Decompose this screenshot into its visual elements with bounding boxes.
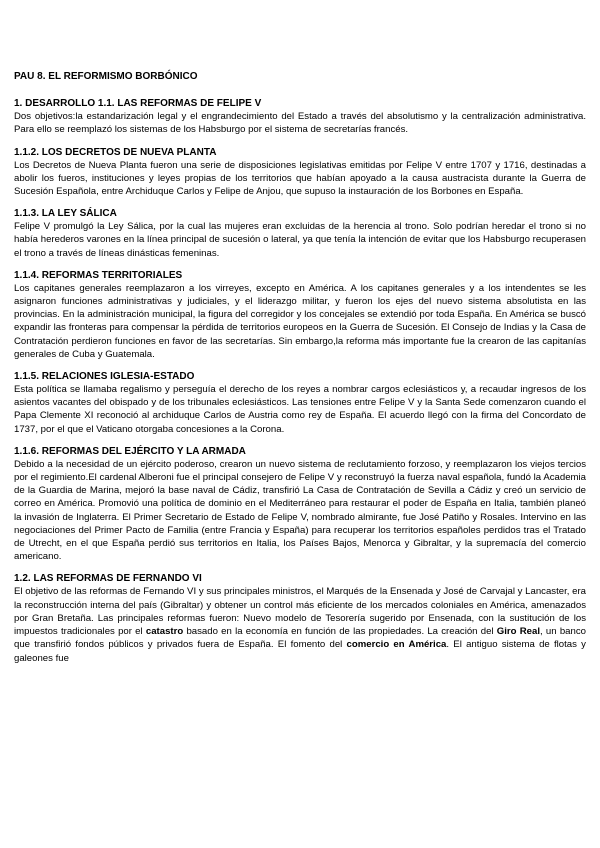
section-heading: 1.1.6. REFORMAS DEL EJÉRCITO Y LA ARMADA — [14, 445, 246, 457]
section-paragraph: Felipe V promulgó la Ley Sálica, por la cual las mujeres eran excluidas de la herencia al trono. Solo podrían heredar el trono si no había herederos varones en la línea principal de sucesión o lateral, ya que tenía la intención de evitar que los Habsburgo recuperasen el trono a través de líneas dinásticas femeninas. — [14, 221, 586, 259]
document-title: PAU 8. EL REFORMISMO BORBÓNICO — [14, 71, 198, 82]
section-reformas-fernando-vi — [14, 572, 586, 664]
section-heading: 1.1.2. LOS DECRETOS DE NUEVA PLANTA — [14, 146, 217, 158]
paragraph-text: El objetivo de las reformas de Fernando VI y sus principales ministros, el Marqués de la Ensenada y José de Carvajal y Lancaster, era la reconstrucción interna del país (Gibraltar) y obtener un control más eficiente de los mercados coloniales en América, amenazados por Gran Bretaña. Las principales reformas fueron: Nuevo modelo de Tesorería sugerido por Ensenada, con la sustitución de los impuestos tradicionales por el — [14, 586, 586, 638]
section-reformas-felipe-v — [14, 97, 586, 136]
section-paragraph: Los capitanes generales reemplazaron a los virreyes, excepto en América. A los capitanes generales y a los intendentes se les asignaron funciones administrativas y judiciales, y el liderazgo militar, y fueron los ejes del nuevo sistema absolutista en las provincias. En la administración municipal, la figura del corregidor y los concejales se extendió por toda España. En América se buscó expandir las fronteras para compensar la pérdida de territorios europeos en la Guerra de Sucesión. El Consejo de Indias y la Casa de Contratación perdieron funciones en favor de las secretarías. Sin embargo,la reforma más importante fue la crearon de las capitanías generales de Cuba y Guatemala. — [14, 282, 586, 360]
section-relaciones-iglesia-estado — [14, 370, 586, 436]
section-paragraph: Los Decretos de Nueva Planta fueron una serie de disposiciones legislativas emitidas por Felipe V entre 1707 y 1716, destinadas a abolir los fueros, instituciones y leyes propias de los territorios que habían apoyado a la causa austracista durante la Guerra de Sucesión Española, entre Archiduque Carlos y Felipe de Anjou, que supuso la instauración de los Borbones en España. — [14, 159, 586, 198]
section-paragraph: Esta política se llamaba regalismo y perseguía el derecho de los reyes a nombrar cargos eclesiásticos y, a recaudar ingresos de los asientos vacantes del obispado y de los tribunales eclesiásticos. Las tensiones entre Felipe V y la Santa Sede comenzaron cuando el Papa Clemente XI reconoció al archiduque Carlos de Austria como rey de España. El acuerdo llegó con la firma del Concordato de 1737, por el que el Vaticano otorgaba concesiones a la Corona. — [14, 384, 586, 435]
section-heading: 1. DESARROLLO 1.1. LAS REFORMAS DE FELIPE V — [14, 98, 262, 110]
section-paragraph — [14, 585, 586, 664]
section-paragraph: Dos objetivos:la estandarización legal y el engrandecimiento del Estado a través del absolutismo y la centralización administrativa. Para ello se reemplazó los sistemas de los Habsburgo por el sistema de secretarías francés. — [14, 111, 586, 136]
section-heading: 1.2. LAS REFORMAS DE FERNANDO VI — [14, 573, 202, 585]
section-reformas-territoriales — [14, 269, 586, 361]
section-heading: 1.1.5. RELACIONES IGLESIA-ESTADO — [14, 371, 195, 383]
paragraph-text: , un banco que transfirió fondos públicos y privados fuera de España. El fomento del — [14, 626, 586, 651]
bold-term-catastro: catastro — [145, 626, 184, 638]
section-reformas-ejercito-armada — [14, 445, 586, 564]
paragraph-text: basado en la economía en función de las propiedades. La creación del — [183, 626, 497, 638]
section-ley-salica — [14, 207, 586, 260]
bold-term-giro-real: Giro Real — [496, 626, 541, 638]
section-heading: 1.1.3. LA LEY SÁLICA — [14, 208, 117, 220]
section-paragraph: Debido a la necesidad de un ejército poderoso, crearon un nuevo sistema de reclutamiento forzoso, y reemplazaron los viejos tercios por el regimiento.El cardenal Alberoni fue el principal consejero de Felipe V y reconstruyó la fuerza naval española, fundó la Academia de la Guardia de Marina, mejoró la base naval de Cádiz, transfirió La Casa de Contratación de Sevilla a Cádiz y creó un servicio de correo en América. Promovió una política de dominio en el Mediterráneo para restaurar el poder de España en Italia, también planeó la invasión de Inglaterra. El Primer Secretario de Estado de Felipe V, nombrado almirante, fue José Patiño y Rosales. Intervino en las negociaciones del Primer Pacto de Familia (entre Francia y España) para recuperar los territorios españoles perdidos tras el Tratado de Utrecht, en el que España perdió sus territorios en Italia, los Países Bajos, Menorca y Gibraltar, y la supremacía del comercio americano. — [14, 458, 586, 563]
section-heading: 1.1.4. REFORMAS TERRITORIALES — [14, 269, 183, 281]
paragraph-text: . El antiguo sistema de flotas y galeones fue — [14, 639, 586, 664]
bold-term-comercio-america: comercio en América — [346, 639, 447, 651]
document-page — [14, 70, 586, 674]
section-decretos-nueva-planta — [14, 146, 586, 199]
